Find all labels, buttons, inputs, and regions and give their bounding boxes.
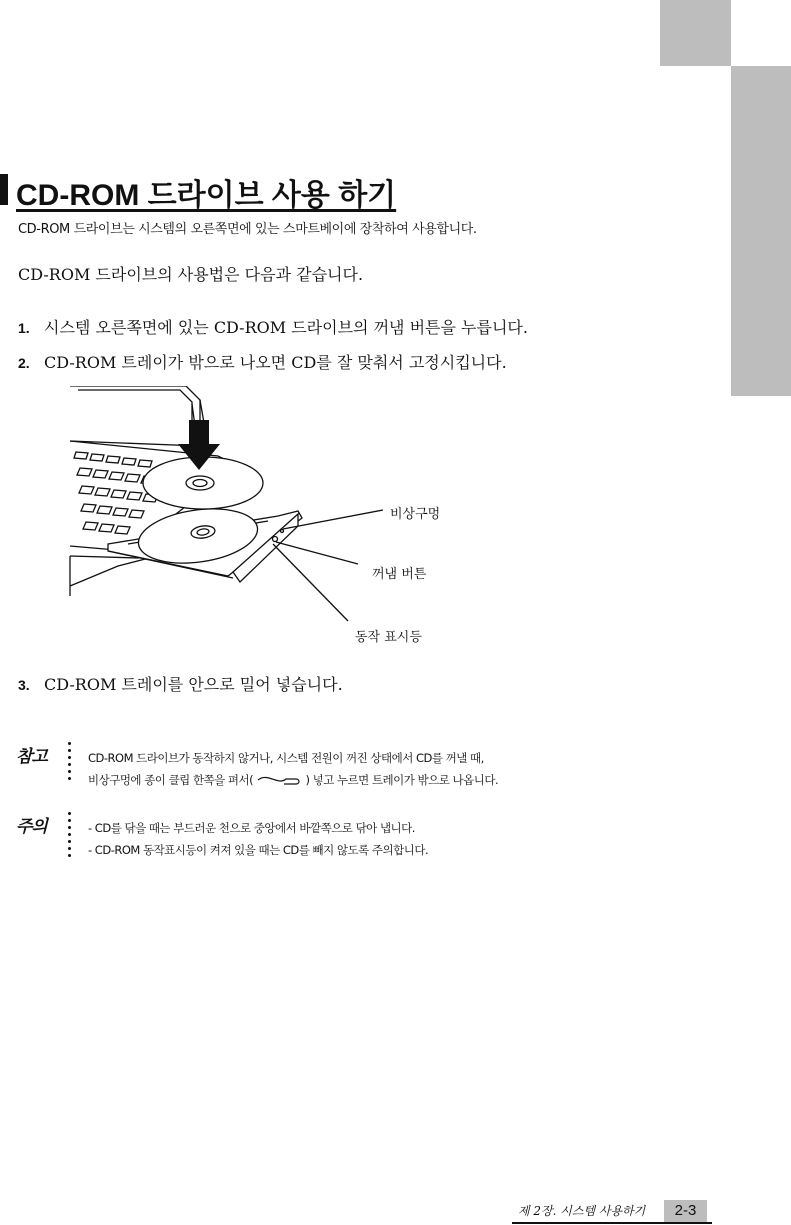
footer-chapter-title: 제 2장. 시스템 사용하기	[518, 1204, 646, 1218]
caution-label: 주의	[16, 817, 47, 837]
note-line-2b: ) 넣고 누르면 트레이가 밖으로 나옵니다.	[305, 773, 499, 787]
note-line-2a: 비상구멍에 종이 클립 한쪽을 펴서(	[88, 773, 254, 787]
step-number: 2.	[18, 355, 30, 371]
paper-clip-icon	[256, 774, 302, 788]
caution-dot-rule	[68, 812, 71, 861]
step-text: CD-ROM 트레이를 안으로 밀어 넣습니다.	[44, 675, 343, 694]
heading-marker	[0, 174, 8, 205]
footer-rule	[512, 1222, 712, 1224]
note-label: 참고	[16, 747, 47, 767]
step-text: 시스템 오른쪽면에 있는 CD-ROM 드라이브의 꺼냄 버튼을 누릅니다.	[44, 318, 528, 337]
note-line-1: CD-ROM 드라이브가 동작하지 않거나, 시스템 전원이 꺼진 상태에서 CD를 꺼낼 때,	[88, 751, 484, 765]
step-1	[18, 315, 528, 338]
step-number: 3.	[18, 677, 30, 693]
callout-emergency-hole: 비상구멍	[390, 507, 441, 522]
lead-text: CD-ROM 드라이브의 사용법은 다음과 같습니다.	[18, 265, 364, 284]
note-line-2	[88, 772, 498, 788]
page-title: CD-ROM 드라이브 사용 하기	[16, 179, 397, 212]
caution-line-2: - CD-ROM 동작표시등이 켜져 있을 때는 CD를 빼지 않도록 주의합니다.	[88, 843, 429, 857]
step-text: CD-ROM 트레이가 밖으로 나오면 CD를 잘 맞춰서 고정시킵니다.	[44, 353, 507, 372]
page-number: 2-3	[664, 1200, 707, 1222]
callout-activity-led: 동작 표시등	[355, 630, 422, 645]
note-dot-rule	[68, 742, 71, 784]
laptop-lid	[70, 386, 200, 446]
intro-text: CD-ROM 드라이브는 시스템의 오른쪽면에 있는 스마트베이에 장착하여 사용합니다.	[18, 222, 477, 237]
caution-line-1: - CD를 닦을 때는 부드러운 천으로 중앙에서 바깥쪽으로 닦아 냅니다.	[88, 821, 415, 835]
step-3	[18, 672, 343, 695]
callout-eject-button: 꺼냄 버튼	[372, 567, 427, 582]
step-2	[18, 350, 507, 373]
chapter-side-tab	[660, 0, 731, 66]
chapter-side-bar	[731, 66, 791, 396]
step-number: 1.	[18, 320, 30, 336]
